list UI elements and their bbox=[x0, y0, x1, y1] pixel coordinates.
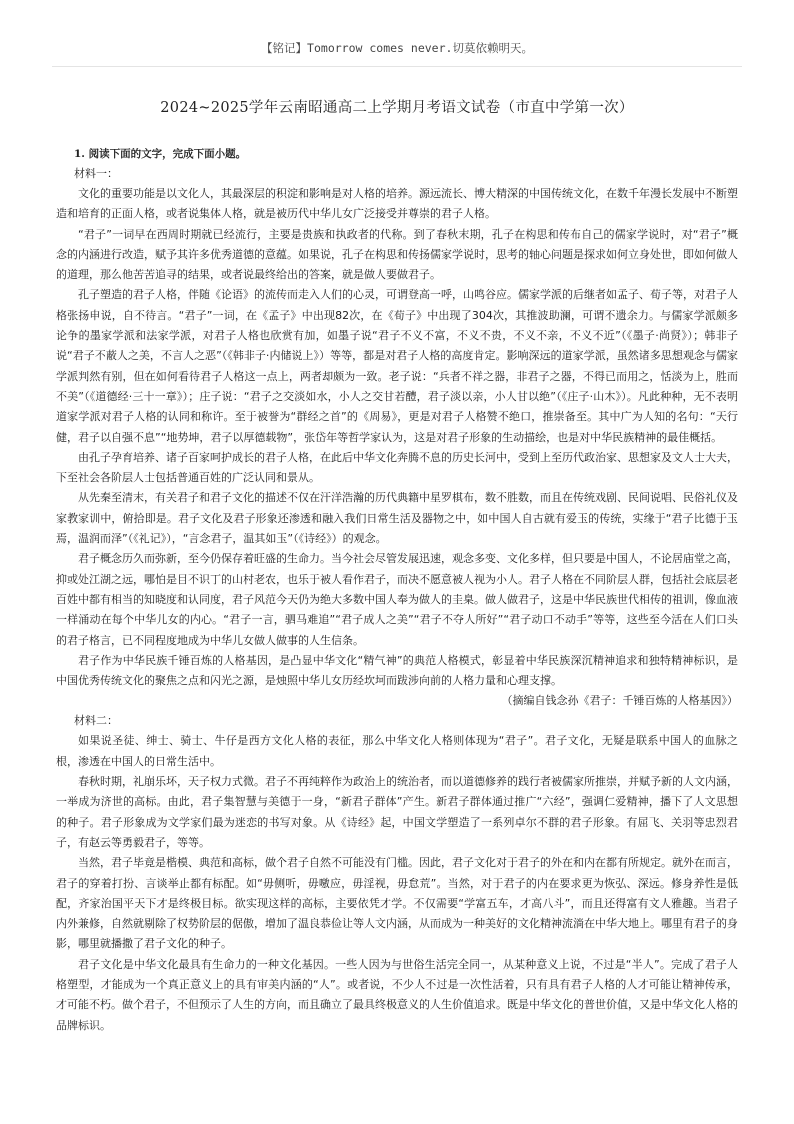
material1-paragraph: 由孔子孕育培养、诸子百家呵护成长的君子人格，在此后中华文化奔腾不息的历史长河中，受到上至历代政治家、思想家及文人士大夫，下至社会各阶层人士包括普通百姓的广泛认同和景从。 bbox=[56, 450, 738, 485]
question-heading: 1. 阅读下面的文字，完成下面小题。 bbox=[74, 148, 247, 160]
page-header-motto: 【铭记】Tomorrow comes never.切莫依赖明天。 bbox=[261, 41, 533, 55]
material2-paragraph: 当然，君子毕竟是楷模、典范和高标，做个君子自然不可能没有门槛。因此，君子文化对于君子的外在和内在都有所规定。就外在而言，君子的穿着打扮、言谈举止都有标配。如“毋侧听，毋噭应，毋淫视，毋怠荒”。当然，对于君子的内在要求更为恢弘、深远。修身养性是低配，齐家治国平天下才是终极目标。欲实现这样的高标，主要依凭才学。不仅需要“学富五车，才高八斗”，而且还得富有文人雅趣。当君子内外兼修，自然就剔除了权势阶层的倨傲，增加了温良恭俭让等人文内涵，从而成为一种美好的文化精神流淌在中华大地上。哪里有君子的身影，哪里就播撒了君子文化的种子。 bbox=[56, 856, 738, 951]
material2-paragraph: 如果说圣徒、绅士、骑士、牛仔是西方文化人格的表征，那么中华文化人格则体现为“君子”。君子文化，无疑是联系中国人的血脉之根，渗透在中国人的日常生活中。 bbox=[56, 734, 738, 768]
material1-paragraph: 孔子塑造的君子人格，伴随《论语》的流传而走入人们的心灵，可谓登高一呼，山鸣谷应。儒家学派的后继者如孟子、荀子等，对君子人格张扬申说，自不待言。“君子”一词，在《孟子》中出现82次，在《荀子》中出现了304次，其推波助澜，可谓不遗余力。与儒家学派颇多论争的墨家学派和法家学派，对君子人格也欣赏有加，如墨子说“君子不义不富，不义不贵，不义不亲，不义不近”（《墨子·尚贤》）；韩非子说“君子不蔽人之美，不言人之恶”（《韩非子·内储说上》）等等，都是对君子人格的高度肯定。影响深远的道家学派，虽然诸多思想观念与儒家学派判然有别，但在如何看待君子人格这一点上，两者却颇为一致。老子说：“兵者不祥之器，非君子之器，不得已而用之，恬淡为上，胜而不美”（《道德经·三十一章》）；庄子说：“君子之交淡如水，小人之交甘若醴，君子淡以亲，小人甘以绝”（《庄子·山木》）。凡此种种，无不表明道家学派对君子人格的认同和称许。至于被誉为“群经之首”的《周易》，更是对君子人格赞不绝口，推崇备至。其中广为人知的名句：“天行健，君子以自强不息”“地势坤，君子以厚德载物”，张岱年等哲学家认为，这是对君子形象的生动描绘，也是对中华民族精神的最佳概括。 bbox=[56, 288, 738, 444]
material2-paragraph: 春秋时期，礼崩乐坏，天子权力式微。君子不再纯粹作为政治上的统治者，而以道德修养的践行者被儒家所推崇，并赋予新的人文内涵，一举成为济世的高标。由此，君子集智慧与美德于一身，“新君子群体”产生。新君子群体通过推广“六经”，强调仁爱精神，播下了人文思想的种子。君子形象成为文学家们最为迷恋的书写对象。从《诗经》起，中国文学塑造了一系列卓尔不群的君子形象。有屈飞、关羽等忠烈君子，有赵云等勇毅君子，等等。 bbox=[56, 775, 738, 849]
material2-label: 材料二： bbox=[74, 714, 118, 728]
material1-paragraph: 从先秦至清末，有关君子和君子文化的描述不仅在汗洋浩瀚的历代典籍中星罗棋布，数不胜数，而且在传统戏剧、民间说唱、民俗礼仪及家教家训中，俯拾即是。君子文化及君子形象还渗透和融入我们日常生活及器物之中，如中国人自古就有爱玉的传统，实缘于“君子比德于玉焉，温润而泽”（《礼记》），“言念君子，温其如玉”（《诗经》）的观念。 bbox=[56, 491, 738, 546]
material1-paragraph: 君子概念历久而弥新，至今仍保存着旺盛的生命力。当今社会尽管发展迅速，观念多变、文化多样，但只要是中国人，不论居庙堂之高，抑或处江湖之远，哪怕是目不识丁的山村老农，也乐于被人看作君子，而决不愿意被人视为小人。君子人格在不同阶层人群，包括社会底层老百姓中都有相当的知晓度和认同度，君子风范今天仍为绝大多数中国人奉为做人的圭臬。做人做君子，这是中华民族世代相传的祖训，像血液一样涌动在每个中华儿女的内心。“君子一言，驷马难追”“君子成人之美”“君子不夺人所好”“君子动口不动手”等等，这些至今活在人们口头的君子格言，已不同程度地成为中华儿女做人做事的人生信条。 bbox=[56, 552, 738, 647]
material1-paragraph: “君子”一词早在西周时期就已经流行，主要是贵族和执政者的代称。到了春秋末期，孔子在构思和传布自己的儒家学说时，对“君子”概念的内涵进行改造，赋予其许多优秀道德的意蕴。如果说，孔子在构思和传扬儒家学说时，思考的轴心问题是探求如何立身处世，即如何做人的道理，那么他苦苦追寻的结果，或者说最终给出的答案，就是做人要做君子。 bbox=[56, 227, 738, 282]
header-divider bbox=[52, 66, 742, 67]
exam-content bbox=[56, 144, 738, 1036]
material1-paragraph: 君子作为中华民族千锤百炼的人格基因，是凸显中华文化“精气神”的典范人格模式，彰显着中华民族深沉精神追求和独特精神标识，是中国优秀传统文化的聚焦之点和闪光之源，是烛照中华儿女历经坎坷而跋涉向前的人格力量和心理支撑。 bbox=[56, 653, 738, 688]
material1-paragraph: 文化的重要功能是以文化人，其最深层的积淀和影响是对人格的培养。源远流长、博大精深的中国传统文化，在数千年漫长发展中不断塑造和培育的正面人格，或者说集体人格，就是被历代中华儿女广泛接受并尊崇的君子人格。 bbox=[56, 187, 738, 221]
exam-title: 2024~2025学年云南昭通高二上学期月考语文试卷（市直中学第一次） bbox=[160, 100, 634, 116]
material2-paragraph: 君子文化是中华文化最具有生命力的一种文化基因。一些人因为与世俗生活完全同一，从某种意义上说，不过是“半人”。完成了君子人格塑型，才能成为一个真正意义上的具有审美内涵的“人”。或者说，不少人不过是一次性活着，只有具有君子人格的人才可能让精神传承，才可能不朽。做个君子，不但预示了人生的方向，而且确立了最具终极意义的人生价值追求。既是中华文化的普世价值，又是中华文化人格的品牌标识。 bbox=[56, 957, 738, 1032]
material1-source: （摘编自钱念孙《君子：千锤百炼的人格基因》） bbox=[501, 694, 738, 708]
material1-label: 材料一： bbox=[74, 167, 118, 180]
